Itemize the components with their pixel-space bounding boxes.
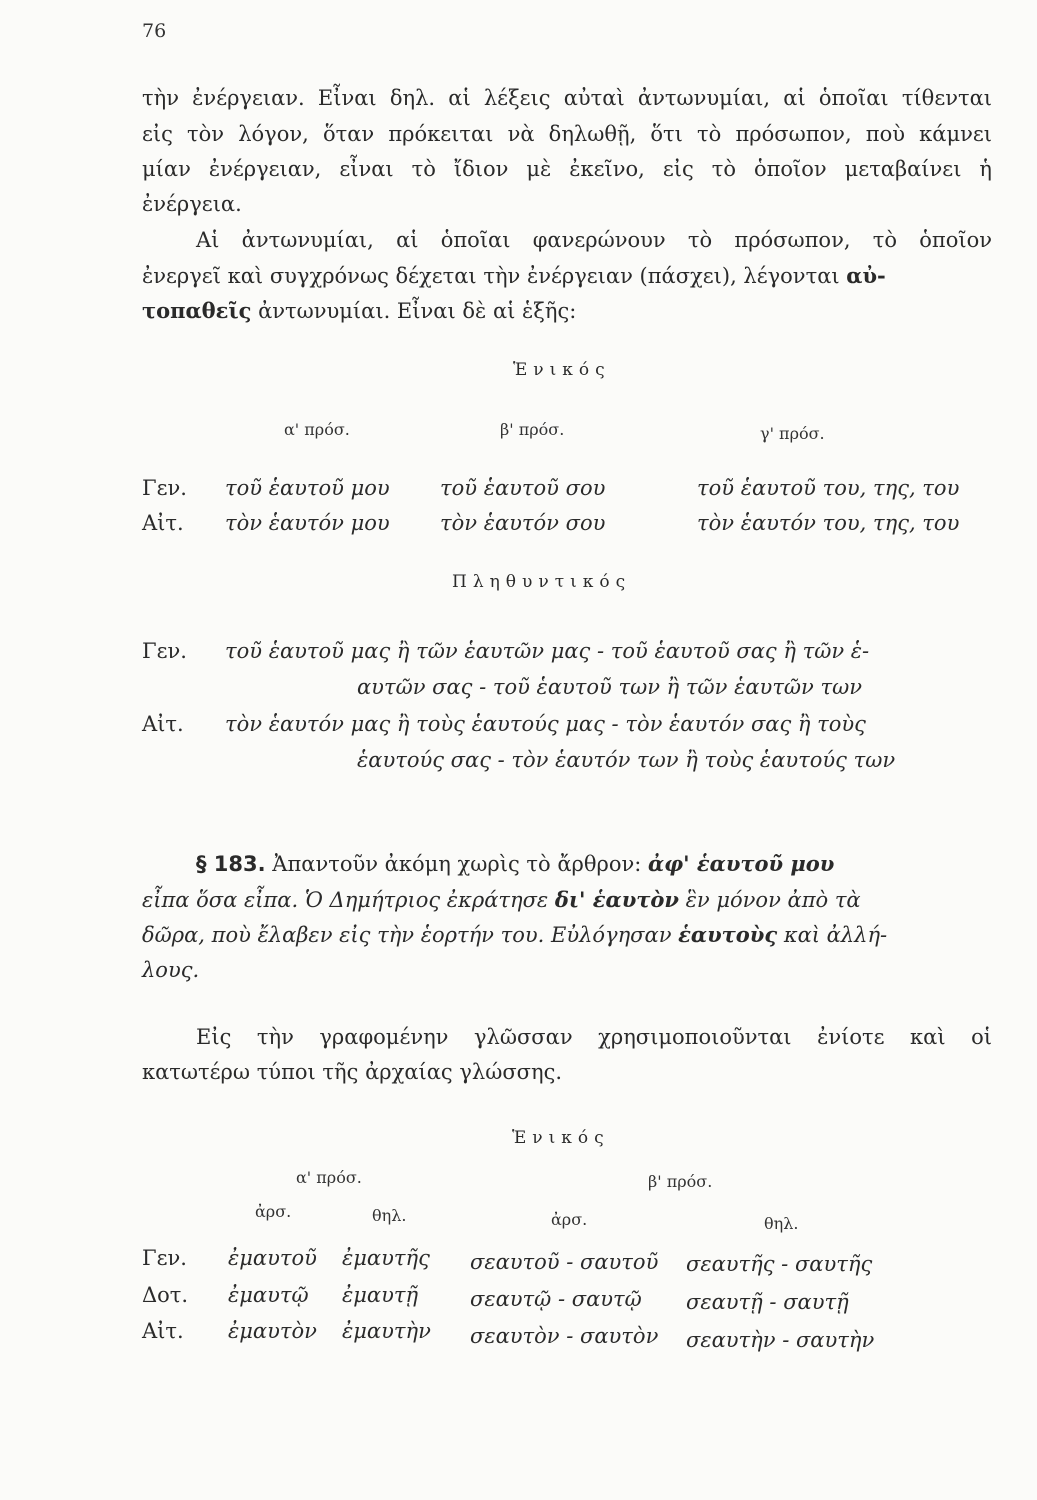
text-line [142,297,992,325]
form-cell: σεαυτὴν - σαυτὴν [686,1328,875,1352]
column-head: α' πρόσ. [296,1168,362,1187]
form-cell: σεαυτοῦ - σαυτοῦ [470,1250,659,1274]
heading-plural: Πληθυντικός [452,572,632,592]
column-head: γ' πρόσ. [760,424,825,443]
term-bold: τοπαθεῖς [142,298,252,323]
text-line: λους. [142,958,200,982]
form-line: τοῦ ἑαυτοῦ μας ἢ τῶν ἑαυτῶν μας - τοῦ ἑαυτοῦ σας ἢ τῶν ἑ- [225,639,870,663]
text-line [196,226,992,254]
text-span: ἓν μόνον ἀπὸ τὰ [678,888,861,912]
subcolumn-head: ἀρσ. [255,1202,292,1221]
column-head: β' πρόσ. [648,1172,713,1191]
form-cell: τὸν ἑαυτόν μου [225,511,390,535]
form-cell: σεαυτῷ - σαυτῷ [470,1287,642,1311]
text-span: Ἀπαντοῦν ἀκόμη χωρὶς τὸ ἄρθρον: [265,852,649,876]
case-label: Γεν. [142,639,187,663]
form-cell: ἐμαυτοῦ [228,1246,317,1270]
form-cell: τὸν ἑαυτόν σου [440,511,606,535]
form-line: τὸν ἑαυτόν μας ἢ τοὺς ἑαυτούς μας - τὸν ἑαυτόν σας ἢ τοὺς [225,712,866,736]
form-cell: ἐμαυτὴν [342,1319,431,1343]
form-cell: σεαυτῆς - σαυτῆς [686,1252,873,1276]
form-cell: σεαυτὸν - σαυτὸν [470,1324,659,1348]
subcolumn-head: ἀρσ. [551,1210,588,1229]
form-cell: τὸν ἑαυτόν του, της, του [697,511,960,535]
text-line: κατωτέρω τύποι τῆς ἀρχαίας γλώσσης. [142,1060,563,1084]
form-cell: τοῦ ἑαυτοῦ σου [440,476,606,500]
text-span: Εἰς τὴν γραφομένην γλῶσσαν χρησιμοποιοῦνται ἐνίοτε καὶ οἱ [196,1025,992,1049]
form-line: αυτῶν σας - τοῦ ἑαυτοῦ των ἢ τῶν ἑαυτῶν των [357,675,863,699]
subcolumn-head: θηλ. [764,1214,799,1233]
case-label: Δοτ. [142,1283,189,1307]
text-span: καὶ ἀλλή- [777,923,888,947]
text-span: ἀντωνυμίαι. Εἶναι δὲ αἱ ἑξῆς: [251,299,577,323]
heading-singular: Ἑνικός [513,360,611,380]
column-head: β' πρόσ. [500,420,565,439]
text-line: μίαν ἐνέργειαν, εἶναι τὸ ἴδιον μὲ ἐκεῖνο, εἰς τὸ ὁποῖον μεταβαίνει ἡ [142,157,992,181]
section-number: § 183. [196,852,266,876]
text-line [142,921,992,949]
form-cell: ἐμαυτῆς [342,1246,430,1270]
text-span: Αἱ ἀντωνυμίαι, αἱ ὁποῖαι φανερώνουν τὸ πρόσωπον, τὸ ὁποῖον [196,228,992,252]
example-bold: ἑαυτοὺς [678,922,778,947]
text-span: εἶπα ὅσα εἶπα. Ὁ Δημήτριος ἐκράτησε [142,888,555,912]
text-span: δῶρα, ποὺ ἔλαβεν εἰς τὴν ἑορτήν του. Εὐλόγησαν [142,923,679,947]
text-line [142,886,992,914]
text-line: εἰς τὸν λόγον, ὅταν πρόκειται νὰ δηλωθῇ, ὅτι τὸ πρόσωπον, ποὺ κάμνει [142,122,992,146]
column-head: α' πρόσ. [284,420,350,439]
section-183-line [196,850,992,878]
case-label: Γεν. [142,1246,187,1270]
form-cell: τοῦ ἑαυτοῦ μου [225,476,390,500]
text-line: τὴν ἐνέργειαν. Εἶναι δηλ. αἱ λέξεις αὐταὶ ἀντωνυμίαι, αἱ ὁποῖαι τίθενται [142,86,992,110]
form-cell: ἐμαυτῇ [342,1283,419,1307]
case-label: Αἰτ. [142,712,184,736]
case-label: Αἰτ. [142,511,184,535]
page-number: 76 [142,20,167,42]
term-bold: αὐ- [846,263,886,288]
case-label: Γεν. [142,476,187,500]
heading-singular: Ἑνικός [512,1128,610,1148]
form-cell: ἐμαυτὸν [228,1319,317,1343]
text-line [142,262,992,290]
case-label: Αἰτ. [142,1319,184,1343]
form-line: ἑαυτούς σας - τὸν ἑαυτόν των ἢ τοὺς ἑαυτούς των [357,748,896,772]
form-cell: τοῦ ἑαυτοῦ του, της, του [697,476,960,500]
example-bold: δι' ἑαυτὸν [554,887,679,912]
subcolumn-head: θηλ. [372,1206,407,1225]
example-bold: ἀφ' ἑαυτοῦ μου [648,851,835,876]
text-line: ἐνέργεια. [142,192,242,216]
text-span: ἐνεργεῖ καὶ συγχρόνως δέχεται τὴν ἐνέργειαν (πάσχει), λέγονται [142,264,847,288]
text-line [196,1023,992,1051]
form-cell: σεαυτῇ - σαυτῇ [686,1290,849,1314]
form-cell: ἐμαυτῷ [228,1283,309,1307]
